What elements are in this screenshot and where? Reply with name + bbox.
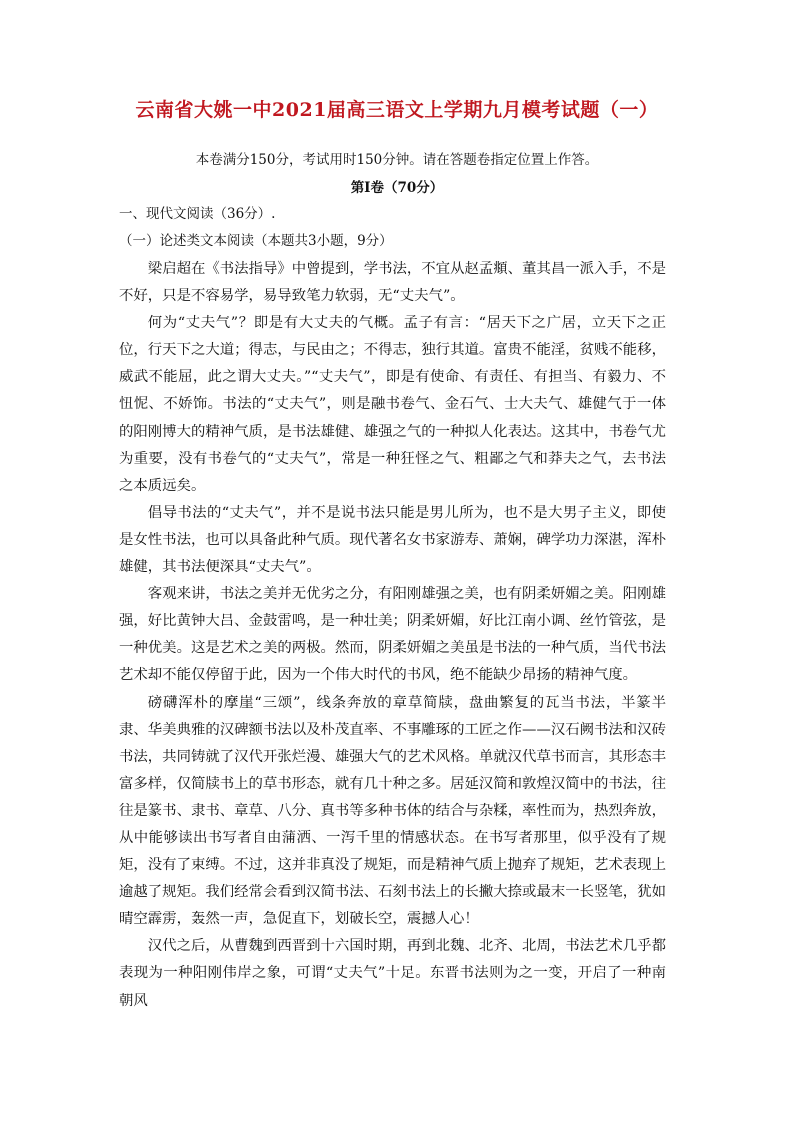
passage-paragraph-2: 何为“丈夫气”？即是有大丈夫的气概。孟子有言：“居天下之广居，立天下之正位，行天下之大道；得志，与民由之；不得志，独行其道。富贵不能淫，贫贱不能移，威武不能屈，此之谓大丈夫。”“丈夫气”，即是有使命、有责任、有担当、有毅力、不忸怩、不娇饰。书法的“丈夫气”，则是融书卷气、金石气、士大夫气、雄健气于一体的阳刚博大的精神气质，是书法雄健、雄强之气的一种拟人化表达。这其中，书卷气尤为重要，没有书卷气的“丈夫气”，常是一种狂怪之气、粗鄙之气和莽夫之气，去书法之本质远矣。 — [119, 315, 666, 494]
exam-instructions: 本卷满分150分，考试用时150分钟。请在答题卷指定位置上作答。 — [195, 152, 599, 168]
section-heading: 一、现代文阅读（36分）. — [119, 206, 276, 222]
passage-paragraph-1: 梁启超在《书法指导》中曾提到，学书法，不宜从赵孟頫、董其昌一派入手，不是不好，只是不容易学，易导致笔力软弱，无“丈夫气”。 — [119, 261, 666, 305]
part-heading: 第Ⅰ卷（70分） — [350, 180, 444, 196]
sub-heading: （一）论述类文本阅读（本题共3小题，9分） — [119, 233, 393, 249]
document-title: 云南省大姚一中2021届高三语文上学期九月模考试题（一） — [135, 99, 659, 121]
passage-paragraph-6: 汉代之后，从曹魏到西晋到十六国时期，再到北魏、北齐、北周，书法艺术几乎都表现为一种阳刚伟岸之象，可谓“丈夫气”十足。东晋书法则为之一变，开启了一种南朝风 — [119, 938, 666, 1009]
passage-paragraph-3: 倡导书法的“丈夫气”，并不是说书法只能是男儿所为，也不是大男子主义，即使是女性书法，也可以具备此种气质。现代著名女书家游寿、萧娴，碑学功力深湛，浑朴雄健，其书法便深具“丈夫气”。 — [119, 504, 666, 576]
passage-paragraph-4: 客观来讲，书法之美并无优劣之分，有阳刚雄强之美，也有阴柔妍媚之美。阳刚雄强，好比黄钟大吕、金鼓雷鸣，是一种壮美；阴柔妍媚，好比江南小调、丝竹管弦，是一种优美。这是艺术之美的两极。然而，阴柔妍媚之美虽是书法的一种气质，当代书法艺术却不能仅停留于此，因为一个伟大时代的书风，绝不能缺少昂扬的精神气度。 — [119, 586, 666, 684]
reading-passage — [119, 256, 666, 1015]
passage-paragraph-5: 磅礴浑朴的摩崖“三颂”，线条奔放的章草简牍，盘曲繁复的瓦当书法，半篆半隶、华美典雅的汉碑额书法以及朴茂直率、不事雕琢的工匠之作——汉石阙书法和汉砖书法，共同铸就了汉代开张烂漫、雄强大气的艺术风格。单就汉代草书而言，其形态丰富多样，仅简牍书上的草书形态，就有几十种之多。居延汉简和敦煌汉简中的书法，往往是篆书、隶书、章草、八分、真书等多种书体的结合与杂糅，率性而为，热烈奔放，从中能够读出书写者自由蒲洒、一泻千里的情感状态。在书写者那里，似乎没有了规矩，没有了束缚。不过，这并非真没了规矩，而是精神气质上抛弃了规矩，艺术表现上逾越了规矩。我们经常会看到汉简书法、石刻书法上的长撇大捺或最末一长竖笔，犹如晴空霹雳，轰然一声，急促直下，划破长空，震撼人心！ — [119, 694, 666, 928]
